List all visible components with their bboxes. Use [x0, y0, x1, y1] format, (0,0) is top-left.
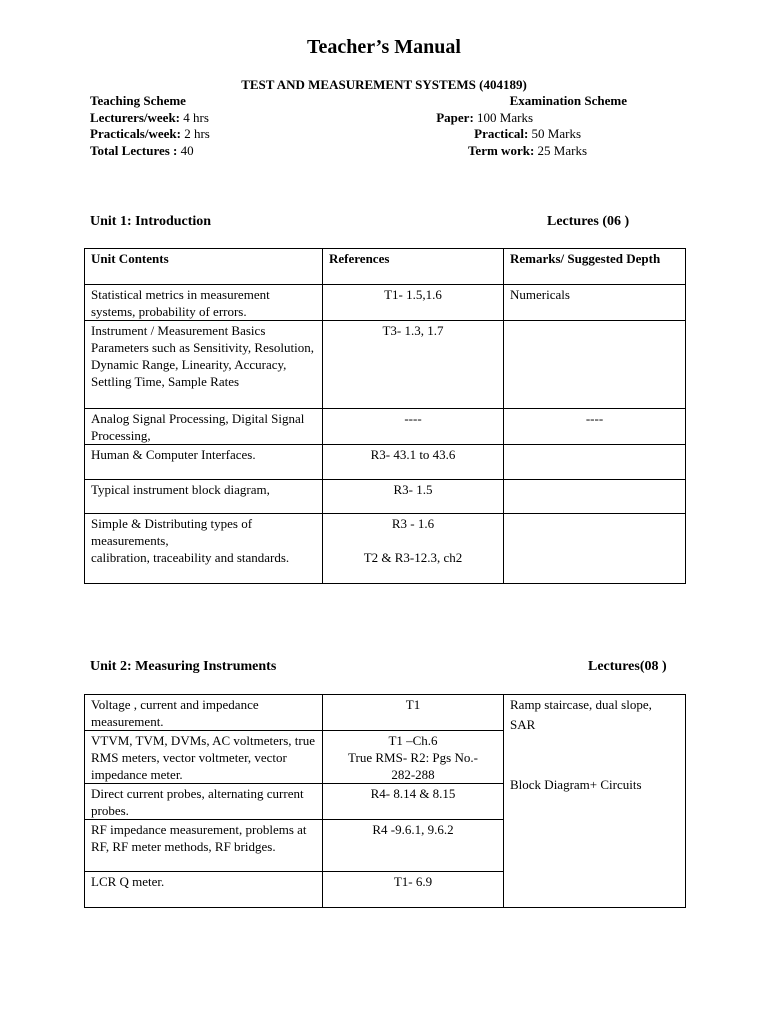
row-content: Analog Signal Processing, Digital Signal Processing, — [85, 409, 323, 445]
unit2-heading: Unit 2: Measuring Instruments — [90, 659, 277, 674]
teaching-scheme-heading: Teaching Scheme — [90, 93, 186, 108]
row-remark — [504, 321, 686, 409]
row-content: Simple & Distributing types of measurements, calibration, traceability and standards. — [85, 514, 323, 584]
row-content: Typical instrument block diagram, — [85, 480, 323, 514]
row-reference: T1- 6.9 — [323, 872, 504, 908]
row-content: Human & Computer Interfaces. — [85, 445, 323, 480]
table-row — [85, 409, 686, 445]
header-remarks: Remarks/ Suggested Depth — [504, 249, 686, 285]
termwork-value: 25 Marks — [534, 142, 587, 158]
unit2-table — [84, 694, 686, 908]
row-reference: ---- — [323, 409, 504, 445]
unit1-table — [84, 248, 686, 584]
teaching-scheme — [90, 93, 210, 159]
page-title: Teacher’s Manual — [307, 36, 461, 58]
termwork-label: Term work: — [467, 142, 535, 158]
row-reference: T3- 1.3, 1.7 — [323, 321, 504, 409]
row-content: Statistical metrics in measurement systems, probability of errors. — [85, 285, 323, 321]
row-reference: R3- 1.5 — [323, 480, 504, 514]
practicals-value: 2 hrs — [180, 126, 210, 141]
row-remark: ---- — [504, 409, 686, 445]
row-content: Instrument / Measurement Basics Parameters such as Sensitivity, Resolution, Dynamic Range, Linearity, Accuracy, Settling Time, Sample Rates — [85, 321, 323, 409]
row-content: LCR Q meter. — [85, 872, 323, 908]
practical-label: Practical: — [474, 126, 529, 141]
row-remark: Numericals — [504, 285, 686, 321]
exam-scheme-heading: Examination Scheme — [509, 93, 627, 108]
paper-label: Paper: — [436, 109, 474, 125]
examination-scheme — [436, 93, 627, 159]
practicals-label: Practicals/week: — [90, 126, 181, 141]
unit1-lectures: Lectures (06 ) — [547, 214, 630, 229]
row-reference: T1 — [323, 695, 504, 731]
table-row — [85, 514, 686, 584]
total-lectures-label: Total Lectures : — [90, 142, 178, 158]
table-row — [85, 285, 686, 321]
unit2-remarks-cell — [504, 695, 686, 908]
table-row — [85, 445, 686, 480]
row-content: Voltage , current and impedance measurement. — [85, 695, 323, 731]
row-remark — [504, 480, 686, 514]
row-content: RF impedance measurement, problems at RF, RF meter methods, RF bridges. — [85, 820, 323, 872]
table-header-row — [85, 249, 686, 285]
practical-value: 50 Marks — [528, 126, 581, 141]
row-reference: R3- 43.1 to 43.6 — [323, 445, 504, 480]
row-reference: T1 –Ch.6 True RMS- R2: Pgs No.- 282-288 — [323, 731, 504, 784]
row-reference: R3 - 1.6 T2 & R3-12.3, ch2 — [323, 514, 504, 584]
row-reference: T1- 1.5,1.6 — [323, 285, 504, 321]
total-lectures-value: 40 — [177, 142, 194, 158]
lectures-value: 4 hrs — [180, 109, 209, 125]
course-title: TEST AND MEASUREMENT SYSTEMS (404189) — [241, 77, 527, 92]
header-references: References — [323, 249, 504, 285]
table-row — [85, 695, 686, 731]
table-row — [85, 480, 686, 514]
table-row — [85, 321, 686, 409]
lectures-label: Lecturers/week: — [90, 109, 181, 125]
row-content: VTVM, TVM, DVMs, AC voltmeters, true RMS meters, vector voltmeter, vector impedance meter. — [85, 731, 323, 784]
row-remark — [504, 514, 686, 584]
unit2-remark-top: Ramp staircase, dual slope, SAR — [510, 697, 652, 732]
row-reference: R4 -9.6.1, 9.6.2 — [323, 820, 504, 872]
unit2-remark-bottom: Block Diagram+ Circuits — [510, 777, 642, 792]
unit1-heading: Unit 1: Introduction — [90, 214, 212, 229]
unit2-lectures: Lectures(08 ) — [588, 659, 667, 674]
row-content: Direct current probes, alternating current probes. — [85, 784, 323, 820]
header-unit-contents: Unit Contents — [85, 249, 323, 285]
paper-value: 100 Marks — [473, 109, 533, 125]
row-reference: R4- 8.14 & 8.15 — [323, 784, 504, 820]
row-remark — [504, 445, 686, 480]
